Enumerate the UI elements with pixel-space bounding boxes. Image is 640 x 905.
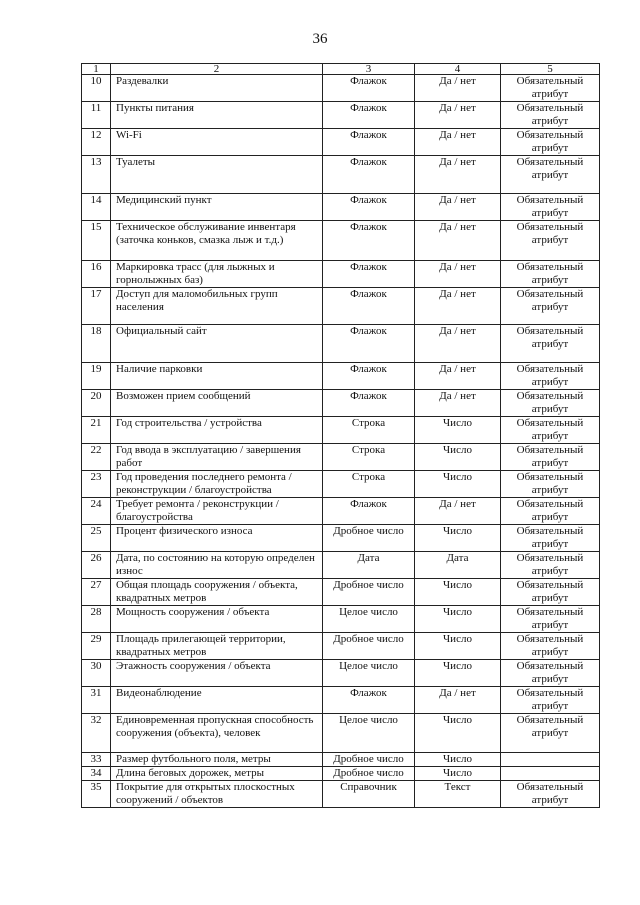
attribute-requirement: Обязательный атрибут <box>501 633 600 660</box>
table-row <box>82 660 600 687</box>
row-number: 17 <box>82 288 111 325</box>
attribute-value: Число <box>415 444 501 471</box>
row-number: 32 <box>82 714 111 753</box>
row-number: 20 <box>82 390 111 417</box>
table-row <box>82 579 600 606</box>
attribute-value: Да / нет <box>415 129 501 156</box>
table-row <box>82 390 600 417</box>
attribute-type: Дробное число <box>323 633 415 660</box>
attribute-requirement: Обязательный атрибут <box>501 363 600 390</box>
row-number: 15 <box>82 221 111 261</box>
attribute-name: Маркировка трасс (для лыжных и горнолыжных баз) <box>111 261 323 288</box>
row-number: 23 <box>82 471 111 498</box>
attribute-requirement <box>501 753 600 767</box>
attribute-value: Да / нет <box>415 221 501 261</box>
table-row <box>82 261 600 288</box>
attribute-name: Год ввода в эксплуатацию / завершения работ <box>111 444 323 471</box>
attribute-type: Дробное число <box>323 525 415 552</box>
attribute-requirement: Обязательный атрибут <box>501 325 600 363</box>
attribute-type: Строка <box>323 471 415 498</box>
attribute-name: Длина беговых дорожек, метры <box>111 767 323 781</box>
row-number: 19 <box>82 363 111 390</box>
attribute-requirement: Обязательный атрибут <box>501 390 600 417</box>
attribute-value: Число <box>415 471 501 498</box>
attribute-name: Официальный сайт <box>111 325 323 363</box>
attribute-type: Флажок <box>323 129 415 156</box>
attribute-requirement: Обязательный атрибут <box>501 660 600 687</box>
table-row <box>82 753 600 767</box>
attribute-value: Число <box>415 753 501 767</box>
attribute-type: Флажок <box>323 390 415 417</box>
attribute-value: Да / нет <box>415 261 501 288</box>
attribute-value: Число <box>415 417 501 444</box>
column-header: 5 <box>501 64 600 75</box>
row-number: 24 <box>82 498 111 525</box>
table-row <box>82 75 600 102</box>
attribute-name: Туалеты <box>111 156 323 194</box>
attribute-type: Целое число <box>323 606 415 633</box>
attribute-name: Пункты питания <box>111 102 323 129</box>
attribute-name: Wi-Fi <box>111 129 323 156</box>
table-row <box>82 417 600 444</box>
attribute-requirement: Обязательный атрибут <box>501 471 600 498</box>
attribute-requirement: Обязательный атрибут <box>501 417 600 444</box>
row-number: 12 <box>82 129 111 156</box>
row-number: 21 <box>82 417 111 444</box>
attribute-name: Возможен прием сообщений <box>111 390 323 417</box>
row-number: 26 <box>82 552 111 579</box>
attribute-value: Да / нет <box>415 75 501 102</box>
attribute-type: Флажок <box>323 221 415 261</box>
column-header: 1 <box>82 64 111 75</box>
attribute-type: Строка <box>323 444 415 471</box>
row-number: 22 <box>82 444 111 471</box>
attribute-name: Дата, по состоянию на которую определен износ <box>111 552 323 579</box>
attribute-type: Дробное число <box>323 753 415 767</box>
attribute-name: Размер футбольного поля, метры <box>111 753 323 767</box>
table-row <box>82 288 600 325</box>
row-number: 18 <box>82 325 111 363</box>
table-row <box>82 781 600 808</box>
attribute-name: Год проведения последнего ремонта / реконструкции / благоустройства <box>111 471 323 498</box>
row-number: 14 <box>82 194 111 221</box>
attribute-type: Справочник <box>323 781 415 808</box>
attribute-type: Флажок <box>323 363 415 390</box>
attribute-value: Число <box>415 767 501 781</box>
table-row <box>82 525 600 552</box>
table-row <box>82 325 600 363</box>
attribute-requirement: Обязательный атрибут <box>501 444 600 471</box>
attribute-value: Дата <box>415 552 501 579</box>
attribute-requirement: Обязательный атрибут <box>501 552 600 579</box>
attribute-type: Дробное число <box>323 767 415 781</box>
attribute-type: Целое число <box>323 660 415 687</box>
table-row <box>82 129 600 156</box>
attribute-value: Да / нет <box>415 156 501 194</box>
attribute-name: Процент физического износа <box>111 525 323 552</box>
attribute-requirement: Обязательный атрибут <box>501 221 600 261</box>
attribute-type: Флажок <box>323 687 415 714</box>
row-number: 35 <box>82 781 111 808</box>
attribute-name: Видеонаблюдение <box>111 687 323 714</box>
attribute-value: Текст <box>415 781 501 808</box>
column-header: 3 <box>323 64 415 75</box>
attribute-value: Число <box>415 606 501 633</box>
attribute-type: Дата <box>323 552 415 579</box>
table-row <box>82 102 600 129</box>
attribute-requirement: Обязательный атрибут <box>501 129 600 156</box>
attribute-type: Флажок <box>323 75 415 102</box>
attribute-type: Дробное число <box>323 579 415 606</box>
table-row <box>82 633 600 660</box>
attribute-value: Да / нет <box>415 390 501 417</box>
table-row <box>82 471 600 498</box>
row-number: 25 <box>82 525 111 552</box>
row-number: 33 <box>82 753 111 767</box>
attribute-requirement: Обязательный атрибут <box>501 75 600 102</box>
attribute-type: Флажок <box>323 102 415 129</box>
row-number: 11 <box>82 102 111 129</box>
attribute-name: Техническое обслуживание инвентаря (заточка коньков, смазка лыж и т.д.) <box>111 221 323 261</box>
attribute-value: Да / нет <box>415 325 501 363</box>
attribute-name: Общая площадь сооружения / объекта, квадратных метров <box>111 579 323 606</box>
attribute-value: Да / нет <box>415 194 501 221</box>
attribute-requirement: Обязательный атрибут <box>501 498 600 525</box>
attribute-type: Флажок <box>323 194 415 221</box>
row-number: 16 <box>82 261 111 288</box>
attribute-name: Медицинский пункт <box>111 194 323 221</box>
attribute-name: Требует ремонта / реконструкции / благоустройства <box>111 498 323 525</box>
attribute-value: Да / нет <box>415 363 501 390</box>
attribute-requirement: Обязательный атрибут <box>501 606 600 633</box>
attribute-value: Число <box>415 633 501 660</box>
row-number: 28 <box>82 606 111 633</box>
attribute-requirement: Обязательный атрибут <box>501 288 600 325</box>
attribute-value: Число <box>415 660 501 687</box>
attribute-name: Мощность сооружения / объекта <box>111 606 323 633</box>
attribute-name: Наличие парковки <box>111 363 323 390</box>
attribute-requirement <box>501 767 600 781</box>
attribute-type: Флажок <box>323 325 415 363</box>
table-row <box>82 156 600 194</box>
attribute-type: Флажок <box>323 288 415 325</box>
attribute-value: Число <box>415 525 501 552</box>
attribute-name: Покрытие для открытых плоскостных сооружений / объектов <box>111 781 323 808</box>
attribute-name: Единовременная пропускная способность сооружения (объекта), человек <box>111 714 323 753</box>
table-row <box>82 194 600 221</box>
table-header-row <box>82 64 600 75</box>
table-row <box>82 444 600 471</box>
row-number: 34 <box>82 767 111 781</box>
attribute-type: Флажок <box>323 261 415 288</box>
attribute-requirement: Обязательный атрибут <box>501 714 600 753</box>
row-number: 30 <box>82 660 111 687</box>
attribute-value: Число <box>415 579 501 606</box>
attribute-name: Площадь прилегающей территории, квадратных метров <box>111 633 323 660</box>
attribute-requirement: Обязательный атрибут <box>501 525 600 552</box>
table-row <box>82 498 600 525</box>
attribute-name: Этажность сооружения / объекта <box>111 660 323 687</box>
attribute-requirement: Обязательный атрибут <box>501 781 600 808</box>
attribute-requirement: Обязательный атрибут <box>501 156 600 194</box>
table-row <box>82 714 600 753</box>
attribute-requirement: Обязательный атрибут <box>501 194 600 221</box>
table-row <box>82 606 600 633</box>
row-number: 29 <box>82 633 111 660</box>
table-row <box>82 221 600 261</box>
attribute-value: Да / нет <box>415 288 501 325</box>
column-header: 4 <box>415 64 501 75</box>
page-number: 36 <box>312 31 328 47</box>
attribute-type: Флажок <box>323 498 415 525</box>
attribute-requirement: Обязательный атрибут <box>501 579 600 606</box>
attribute-name: Доступ для маломобильных групп населения <box>111 288 323 325</box>
table-row <box>82 767 600 781</box>
row-number: 27 <box>82 579 111 606</box>
attribute-requirement: Обязательный атрибут <box>501 687 600 714</box>
attribute-name: Год строительства / устройства <box>111 417 323 444</box>
attribute-requirement: Обязательный атрибут <box>501 102 600 129</box>
table-row <box>82 363 600 390</box>
attribute-value: Да / нет <box>415 498 501 525</box>
attribute-value: Да / нет <box>415 102 501 129</box>
row-number: 31 <box>82 687 111 714</box>
row-number: 13 <box>82 156 111 194</box>
column-header: 2 <box>111 64 323 75</box>
attribute-type: Целое число <box>323 714 415 753</box>
attribute-value: Число <box>415 714 501 753</box>
table-row <box>82 687 600 714</box>
table-row <box>82 552 600 579</box>
attribute-type: Флажок <box>323 156 415 194</box>
attributes-table <box>81 63 600 808</box>
attribute-type: Строка <box>323 417 415 444</box>
attribute-name: Раздевалки <box>111 75 323 102</box>
row-number: 10 <box>82 75 111 102</box>
attribute-value: Да / нет <box>415 687 501 714</box>
attribute-requirement: Обязательный атрибут <box>501 261 600 288</box>
